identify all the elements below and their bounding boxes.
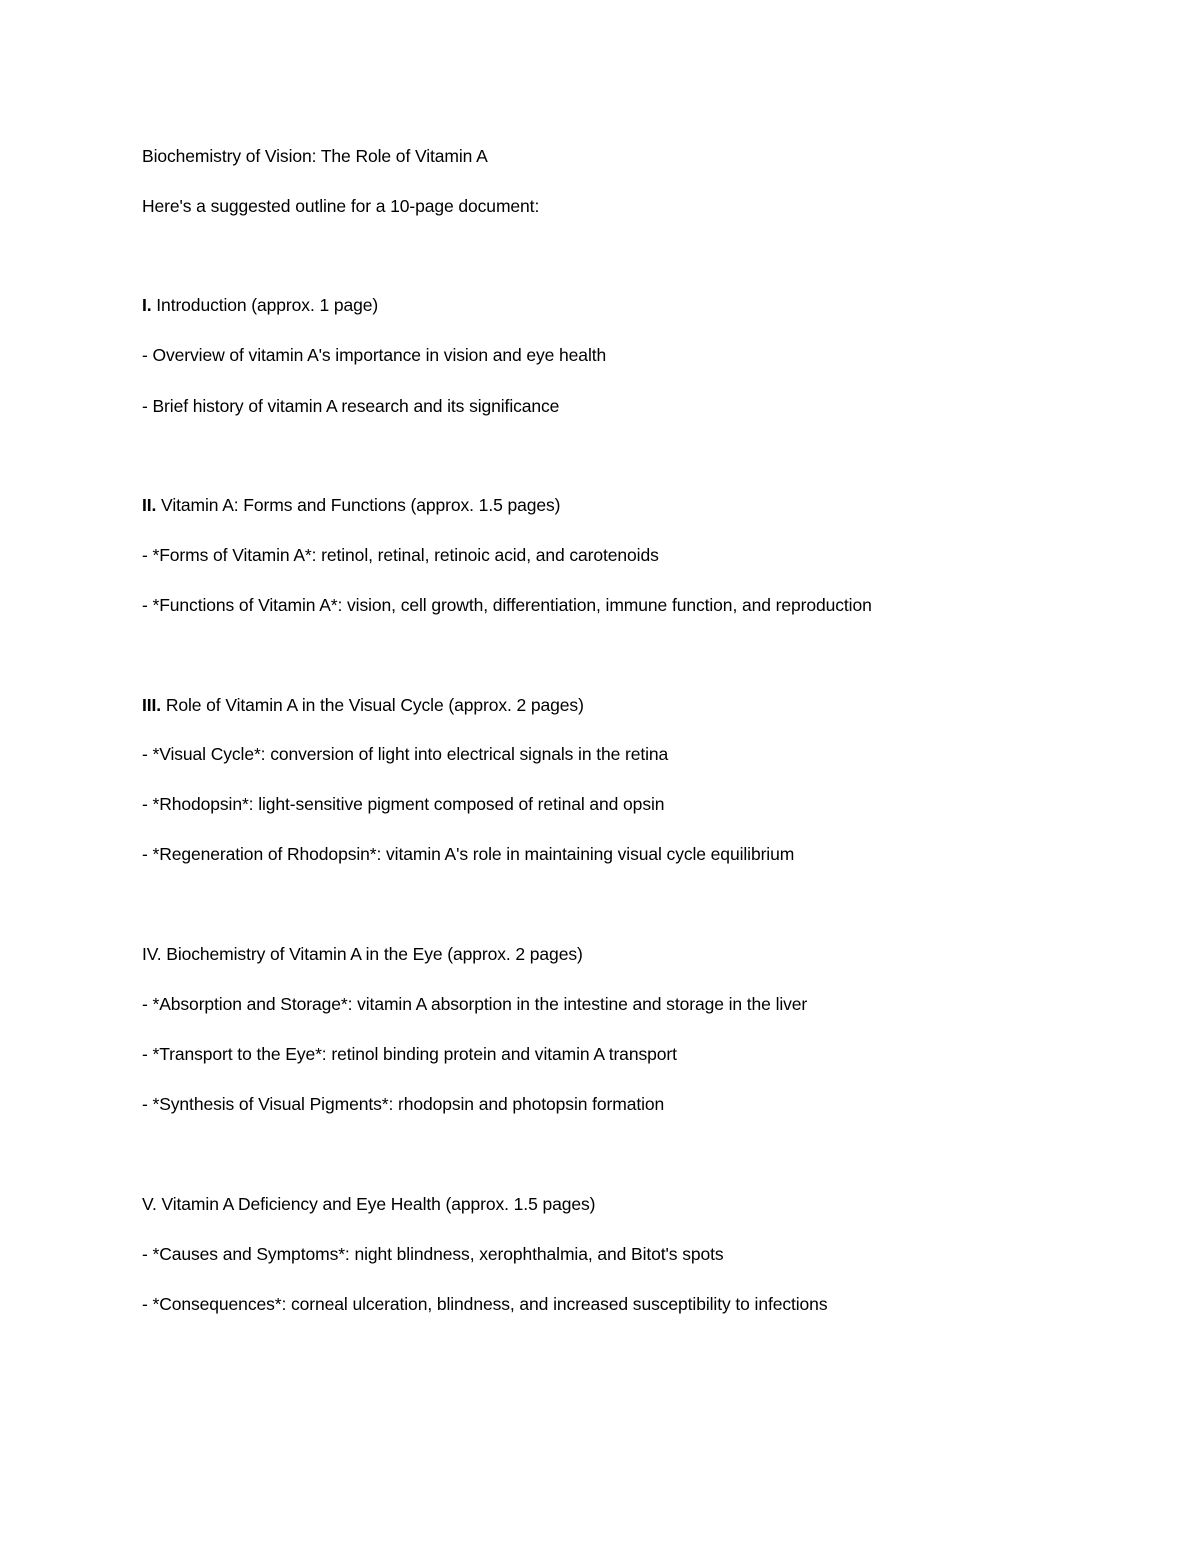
- section-heading-2: [142, 494, 560, 516]
- list-item: - *Visual Cycle*: conversion of light into electrical signals in the retina: [142, 744, 669, 764]
- section-numeral: III.: [142, 695, 162, 715]
- list-item: - *Functions of Vitamin A*: vision, cell growth, differentiation, immune function, and reproduction: [142, 595, 872, 615]
- section-heading-text: Vitamin A: Forms and Functions (approx. 1.5 pages): [156, 495, 561, 515]
- section-numeral: IV.: [142, 944, 162, 964]
- list-item: - *Forms of Vitamin A*: retinol, retinal, retinoic acid, and carotenoids: [142, 545, 659, 565]
- section-heading-3: [142, 694, 584, 716]
- section-heading-text: Introduction (approx. 1 page): [151, 295, 379, 315]
- document-subtitle: Here's a suggested outline for a 10-page document:: [142, 196, 540, 216]
- section-numeral: II.: [142, 495, 157, 515]
- list-item: - Overview of vitamin A's importance in vision and eye health: [142, 345, 607, 365]
- section-heading-1: [142, 294, 378, 316]
- document-title: Biochemistry of Vision: The Role of Vitamin A: [142, 146, 488, 166]
- section-numeral: V.: [142, 1194, 157, 1214]
- list-item: - *Rhodopsin*: light-sensitive pigment composed of retinal and opsin: [142, 794, 665, 814]
- section-heading-4: [142, 943, 583, 965]
- section-heading-5: [142, 1193, 595, 1215]
- list-item: - *Transport to the Eye*: retinol binding protein and vitamin A transport: [142, 1044, 677, 1064]
- section-heading-text: Role of Vitamin A in the Visual Cycle (approx. 2 pages): [161, 695, 584, 715]
- list-item: - *Absorption and Storage*: vitamin A absorption in the intestine and storage in the liver: [142, 994, 808, 1014]
- list-item: - *Causes and Symptoms*: night blindness, xerophthalmia, and Bitot's spots: [142, 1244, 724, 1264]
- section-numeral: I.: [142, 295, 152, 315]
- section-heading-text: Biochemistry of Vitamin A in the Eye (approx. 2 pages): [161, 944, 583, 964]
- list-item: - *Consequences*: corneal ulceration, blindness, and increased susceptibility to infections: [142, 1294, 828, 1314]
- list-item: - *Regeneration of Rhodopsin*: vitamin A's role in maintaining visual cycle equilibrium: [142, 844, 795, 864]
- list-item: - Brief history of vitamin A research and its significance: [142, 396, 560, 416]
- section-heading-text: Vitamin A Deficiency and Eye Health (approx. 1.5 pages): [156, 1194, 596, 1214]
- list-item: - *Synthesis of Visual Pigments*: rhodopsin and photopsin formation: [142, 1094, 665, 1114]
